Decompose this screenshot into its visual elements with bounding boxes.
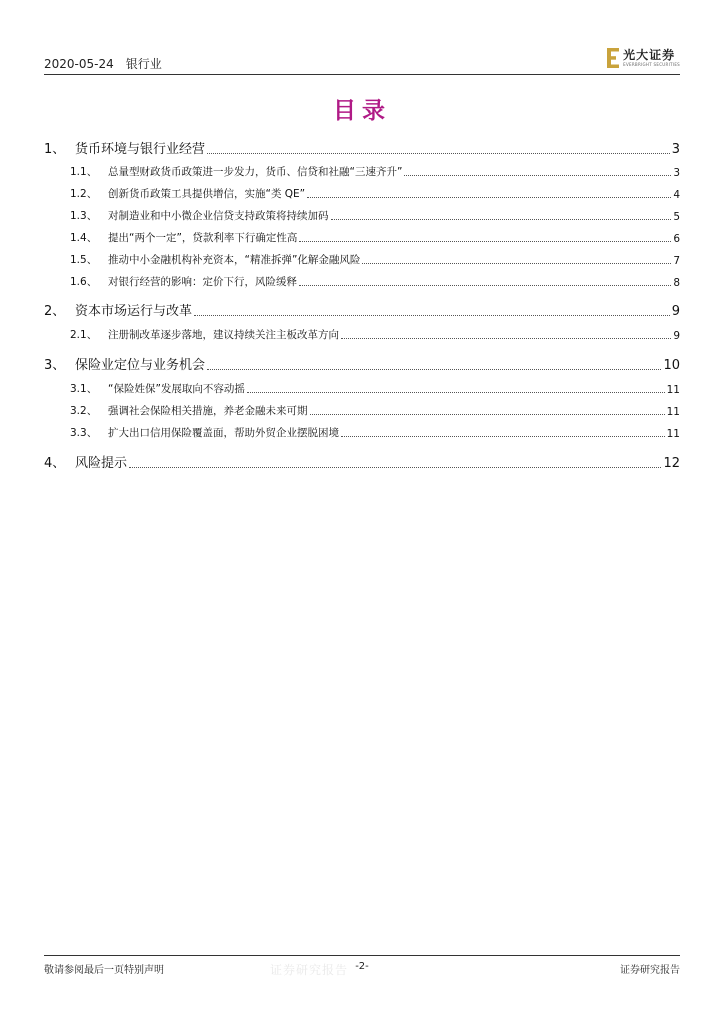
- toc-entry-1-6[interactable]: [70, 274, 680, 289]
- toc-page-number: 6: [673, 233, 680, 245]
- toc-page-number: 9: [673, 330, 680, 342]
- toc-leader: [341, 436, 665, 437]
- toc-number: 3、: [44, 358, 66, 373]
- footer-divider: [44, 955, 680, 956]
- toc-title: 提出“两个一定”，贷款利率下行确定性高: [108, 232, 298, 244]
- toc-page-number: 11: [666, 428, 680, 440]
- toc-number: 3.2、: [70, 405, 98, 417]
- toc-number: 3.1、: [70, 383, 98, 395]
- toc-number: 1.1、: [70, 166, 98, 178]
- report-type: 证券研究报告: [620, 965, 680, 976]
- footer-watermark: 证券研究报告: [270, 963, 349, 977]
- toc-entry-1-2[interactable]: [70, 186, 680, 201]
- toc-leader: [307, 197, 671, 198]
- toc-title: 风险提示: [75, 456, 128, 471]
- disclaimer-note: 敬请参阅最后一页特别声明: [44, 965, 164, 976]
- toc-title: 推动中小金融机构补充资本，“精准拆弹”化解金融风险: [108, 254, 361, 266]
- toc-number: 3.3、: [70, 427, 98, 439]
- toc-leader: [129, 467, 661, 468]
- toc-entry-2[interactable]: [44, 301, 680, 319]
- toc-title: 对银行经营的影响：定价下行，风险缓释: [108, 276, 297, 288]
- toc-title: 对制造业和中小微企业信贷支持政策将持续加码: [108, 210, 329, 222]
- toc-leader: [299, 285, 671, 286]
- toc-entry-3[interactable]: [44, 355, 680, 373]
- toc-number: 1、: [44, 142, 66, 157]
- logo-e-icon: [607, 48, 620, 68]
- toc-entry-1-4[interactable]: [70, 230, 680, 245]
- toc-entry-3-3[interactable]: [70, 425, 680, 440]
- toc-leader: [207, 153, 670, 154]
- toc-title: 保险业定位与业务机会: [75, 358, 206, 373]
- toc-title: 强调社会保险相关措施，养老金融未来可期: [108, 405, 308, 417]
- toc-number: 2.1、: [70, 329, 98, 341]
- logo-text-en: EVERBRIGHT SECURITIES: [623, 62, 680, 67]
- toc-number: 1.3、: [70, 210, 98, 222]
- toc-entry-3-1[interactable]: [70, 381, 680, 396]
- toc-page-number: 11: [666, 406, 680, 418]
- company-logo: [607, 47, 680, 69]
- toc-page-number: 12: [663, 456, 680, 471]
- toc-number: 2、: [44, 304, 66, 319]
- toc-entry-1[interactable]: [44, 139, 680, 157]
- toc-leader: [194, 315, 670, 316]
- toc-title: 资本市场运行与改革: [75, 304, 193, 319]
- toc-entry-1-3[interactable]: [70, 208, 680, 223]
- toc-entry-1-1[interactable]: [70, 164, 680, 179]
- page-footer: [44, 961, 680, 975]
- page-title: 目录: [333, 98, 391, 124]
- toc-page-number: 11: [666, 384, 680, 396]
- toc-number: 1.6、: [70, 276, 98, 288]
- header-info: [44, 55, 162, 72]
- industry-label: 银行业: [125, 57, 162, 71]
- toc-leader: [404, 175, 671, 176]
- toc-page-number: 10: [663, 358, 680, 373]
- page-header: [44, 47, 680, 73]
- toc-entry-2-1[interactable]: [70, 327, 680, 342]
- toc-leader: [247, 392, 665, 393]
- toc-number: 4、: [44, 456, 66, 471]
- toc-leader: [331, 219, 672, 220]
- toc-number: 1.2、: [70, 188, 98, 200]
- toc-title: 货币环境与银行业经营: [75, 142, 206, 157]
- toc-entry-3-2[interactable]: [70, 403, 680, 418]
- toc-entry-4[interactable]: [44, 453, 680, 471]
- toc-title: 创新货币政策工具提供增信，实施“类 QE”: [108, 188, 306, 200]
- toc-leader: [207, 369, 661, 370]
- toc-page-number: 3: [671, 142, 680, 157]
- toc-leader: [310, 414, 665, 415]
- toc-page-number: 4: [673, 189, 680, 201]
- toc-number: 1.5、: [70, 254, 98, 266]
- toc-page-number: 9: [671, 304, 680, 319]
- toc-page-number: 8: [673, 277, 680, 289]
- toc-leader: [362, 263, 671, 264]
- header-divider: [44, 74, 680, 75]
- toc-page-number: 7: [673, 255, 680, 267]
- toc-title: 总量型财政货币政策进一步发力，货币、信贷和社融“三速齐升”: [108, 166, 403, 178]
- toc-title: 注册制改革逐步落地，建议持续关注主板改革方向: [108, 329, 339, 341]
- toc-page-number: 3: [673, 167, 680, 179]
- toc-leader: [299, 241, 671, 242]
- toc-leader: [341, 338, 671, 339]
- toc-page-number: 5: [673, 211, 680, 223]
- report-date: 2020-05-24: [44, 57, 114, 71]
- toc-title: “保险姓保”发展取向不容动摇: [108, 383, 245, 395]
- toc-title: 扩大出口信用保险覆盖面，帮助外贸企业摆脱困境: [108, 427, 339, 439]
- toc-entry-1-5[interactable]: [70, 252, 680, 267]
- toc-number: 1.4、: [70, 232, 98, 244]
- page-number: -2-: [355, 961, 369, 972]
- logo-text-cn: 光大证券: [623, 48, 676, 62]
